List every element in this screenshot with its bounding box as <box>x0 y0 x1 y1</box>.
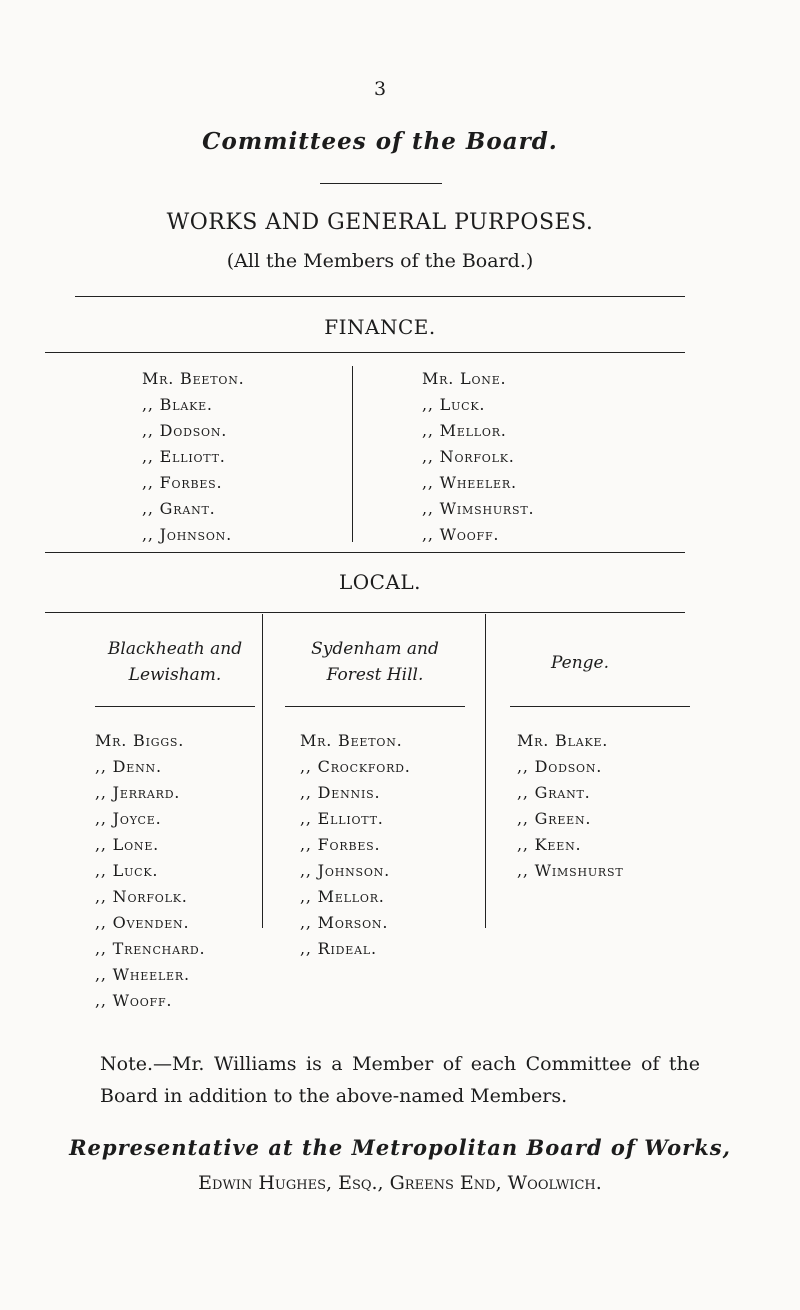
member-name: ,, Morson. <box>300 913 389 932</box>
member-name: ,, Wooff. <box>95 991 173 1010</box>
member-name: ,, Trenchard. <box>95 939 206 958</box>
member-name: ,, Grant. <box>517 783 591 802</box>
works-committee-title: WORKS AND GENERAL PURPOSES. <box>166 210 594 235</box>
member-name: ,, Luck. <box>95 861 159 880</box>
member-name: ,, Mellor. <box>300 887 385 906</box>
member-name: ,, Wheeler. <box>422 473 517 492</box>
member-name: ,, Mellor. <box>422 421 507 440</box>
local-subhead-rule-3 <box>510 706 690 707</box>
member-name: ,, Grant. <box>142 499 216 518</box>
member-name: ,, Blake. <box>142 395 213 414</box>
works-committee-note: (All the Members of the Board.) <box>226 250 534 272</box>
local-column-sydenham <box>300 728 411 962</box>
member-name: ,, Rideal. <box>300 939 377 958</box>
member-name: ,, Norfolk. <box>95 887 188 906</box>
finance-divider <box>352 366 353 542</box>
finance-title: FINANCE. <box>324 315 436 339</box>
member-name: Mr. Beeton. <box>142 369 245 388</box>
committee-note: Note.—Mr. Williams is a Member of each Committee of the Board in addition to the above-named Members. <box>100 1053 700 1107</box>
local-title: LOCAL. <box>338 570 422 594</box>
member-name: ,, Elliott. <box>300 809 384 828</box>
finance-right-column <box>422 366 534 548</box>
member-name: ,, Luck. <box>422 395 486 414</box>
member-name: Mr. Biggs. <box>95 731 185 750</box>
member-name: ,, Green. <box>517 809 592 828</box>
member-name: ,, Norfolk. <box>422 447 515 466</box>
member-name: ,, Wimshurst <box>517 861 624 880</box>
local-column-blackheath <box>95 728 205 1014</box>
member-name: ,, Joyce. <box>95 809 162 828</box>
local-column-penge <box>517 728 623 884</box>
member-name: ,, Elliott. <box>142 447 226 466</box>
member-name: ,, Denn. <box>95 757 162 776</box>
member-name: ,, Keen. <box>517 835 582 854</box>
member-name: ,, Lone. <box>95 835 160 854</box>
member-name: ,, Dodson. <box>142 421 228 440</box>
title-divider <box>320 183 442 184</box>
local-heading-penge: Penge. <box>550 653 610 673</box>
member-name: ,, Dennis. <box>300 783 381 802</box>
member-name: ,, Wooff. <box>422 525 500 544</box>
member-name: Mr. Blake. <box>517 731 609 750</box>
local-top-rule <box>45 552 685 553</box>
page-title: Committees of the Board. <box>202 128 558 155</box>
member-name: Mr. Beeton. <box>300 731 403 750</box>
local-subhead-rule-1 <box>95 706 255 707</box>
finance-top-rule <box>75 296 685 297</box>
local-heading-sydenham: Sydenham and Forest Hill. <box>311 639 439 685</box>
member-name: ,, Ovenden. <box>95 913 190 932</box>
member-name: ,, Johnson. <box>300 861 390 880</box>
member-name: ,, Johnson. <box>142 525 232 544</box>
local-subhead-rule-2 <box>285 706 465 707</box>
member-name: ,, Forbes. <box>142 473 223 492</box>
member-name: ,, Crockford. <box>300 757 411 776</box>
member-name: ,, Jerrard. <box>95 783 181 802</box>
page-number: 3 <box>373 78 387 100</box>
local-divider-2 <box>485 614 486 928</box>
member-name: ,, Forbes. <box>300 835 381 854</box>
local-heading-blackheath: Blackheath and Lewisham. <box>107 639 243 685</box>
finance-header-rule <box>45 352 685 353</box>
finance-left-column <box>142 366 245 548</box>
member-name: ,, Wimshurst. <box>422 499 535 518</box>
member-name: Mr. Lone. <box>422 369 507 388</box>
member-name: ,, Wheeler. <box>95 965 190 984</box>
local-divider-1 <box>262 614 263 928</box>
representative-heading: Representative at the Metropolitan Board of Works, <box>69 1135 731 1160</box>
local-header-rule <box>45 612 685 613</box>
member-name: ,, Dodson. <box>517 757 603 776</box>
representative-person: Edwin Hughes, Esq., Greens End, Woolwich. <box>198 1172 602 1194</box>
